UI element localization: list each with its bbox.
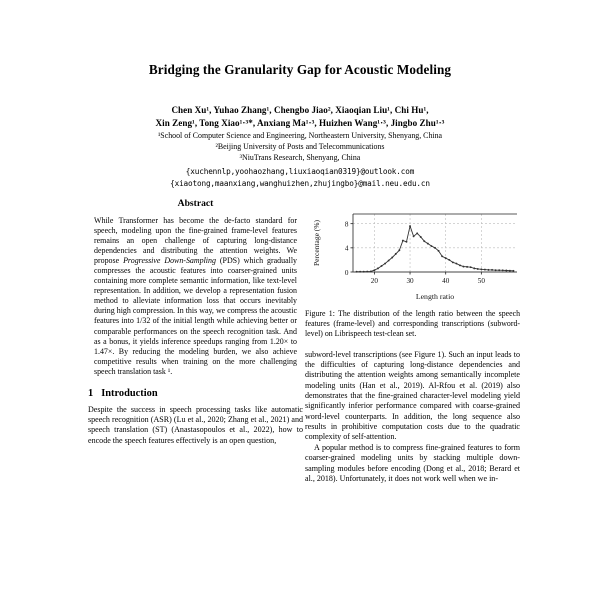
- affiliation-1: ¹School of Computer Science and Engineering, Northeastern University, Shenyang, China: [157, 131, 443, 141]
- chart-data-point: [409, 225, 411, 227]
- affiliations: [0, 131, 600, 163]
- chart-data-point: [434, 247, 436, 249]
- chart-data-point: [463, 266, 465, 268]
- chart-data-point: [473, 267, 475, 269]
- chart-data-point: [466, 266, 468, 268]
- chart-length-ratio-distribution: [305, 198, 520, 301]
- right-paragraph-1: subword-level transcriptions (see Figure 1). Such an input leads to the difficulties of capturing long-distance dependencies and distributing the attention weights among semantically incomplete modeling units (Han et al., 2019). Al-Rfou et al. (2019) also demonstrates that the fine-grained character-level modeling yield significantly inferior performance compared with coarse-grained word-level counterparts. In addition, the long sequence also results in prohibitive computation costs due to the quadratic complexity of self-attention.: [305, 349, 520, 442]
- chart-data-point: [505, 270, 507, 272]
- chart-data-point: [384, 263, 386, 265]
- chart-data-point: [484, 269, 486, 271]
- chart-y-axis-label: Percentage (%): [312, 219, 321, 267]
- section-heading-introduction: [88, 388, 303, 399]
- chart-data-point: [430, 245, 432, 247]
- intro-paragraph-1: Despite the success in speech processing tasks like automatic speech recognition (ASR) (Lu et al., 2020; Zhang et al., 2021) and speech translation (ST) (Anastasopoulos et al., 2022), how to encode the speech features effectively is an open question,: [88, 404, 303, 445]
- chart-data-point: [509, 270, 511, 272]
- chart-data-point: [402, 240, 404, 242]
- chart-data-point: [391, 257, 393, 259]
- chart-x-tick-label: 40: [442, 277, 450, 285]
- chart-data-point: [488, 269, 490, 271]
- chart-data-point: [455, 263, 457, 265]
- chart-data-point: [495, 269, 497, 271]
- chart-y-tick-label: 8: [344, 220, 349, 229]
- chart-x-axis-label: Length ratio: [415, 292, 455, 301]
- chart-data-point: [452, 261, 454, 263]
- author-line-2: Xin Zeng¹, Tong Xiao¹·³*, Anxiang Ma¹·³, Huizhen Wang¹·³, Jingbo Zhu¹·³: [155, 118, 445, 129]
- chart-data-point: [470, 266, 472, 268]
- page-title: Bridging the Granularity Gap for Acoustic Modeling: [148, 62, 452, 77]
- abstract-text-part-2: (PDS) which gradually compresses the acoustic features into coarser-grained units containing more complete semantic information, like text-level representation. In addition, we develop a representation fusion method to alleviate information loss that occurs inevitably during high compression. In this way, we compress the acoustic features into 1/32 of the initial length while achieving better or comparable performances on the speech recognition task. And as a bonus, it yields inference speedups ranging from 1.20× to 1.47×. By reducing the modeling burden, we also achieve competitive results when training on the more challenging speech translation task ¹.: [94, 256, 297, 376]
- chart-y-tick-label: 4: [344, 244, 349, 253]
- chart-data-point: [366, 271, 368, 273]
- chart-data-point: [388, 260, 390, 262]
- chart-svg: [305, 198, 520, 301]
- abstract-italic-term: Progressive Down-Sampling: [123, 256, 216, 266]
- chart-data-point: [448, 259, 450, 261]
- email-line-1: {xuchennlp,yoohaozhang,liuxiaoqian0319}@outlook.com: [185, 167, 415, 177]
- email-line-2: {xiaotong,maanxiang,wanghuizhen,zhujingbo}@mail.neu.edu.cn: [170, 178, 430, 188]
- chart-data-point: [406, 241, 408, 243]
- chart-data-point: [441, 255, 443, 257]
- chart-data-point: [423, 240, 425, 242]
- right-column: [305, 198, 520, 484]
- abstract-text: [88, 216, 303, 377]
- left-column: [88, 198, 303, 484]
- chart-data-point: [413, 235, 415, 237]
- chart-data-point: [370, 270, 372, 272]
- chart-x-tick-label: 30: [406, 277, 414, 285]
- chart-data-point: [459, 264, 461, 266]
- chart-data-point: [502, 269, 504, 271]
- section-title: Introduction: [101, 387, 158, 399]
- chart-data-point: [477, 268, 479, 270]
- chart-data-point: [398, 249, 400, 251]
- chart-y-tick-label: 0: [344, 268, 349, 277]
- figure-1: [305, 198, 520, 339]
- chart-data-point: [438, 250, 440, 252]
- chart-data-line: [357, 226, 514, 272]
- chart-data-point: [373, 269, 375, 271]
- abstract-heading: Abstract: [177, 198, 214, 209]
- contact-emails: [0, 166, 600, 189]
- chart-data-point: [480, 268, 482, 270]
- section-number: 1: [88, 387, 94, 399]
- right-paragraph-2: A popular method is to compress fine-grained features to form coarser-grained modeling units by stacking multiple down-sampling modules before encoding (Dong et al., 2018; Berard et al., 2018). Unfortunately, it does not work well when we in-: [305, 442, 520, 483]
- abstract-text-part-1: While Transformer has become the de-facto standard for speech, modeling upon the fine-grained frame-level features remains an open challenge of capturing long-distance dependencies and distributing the attention weights. We propose: [94, 216, 297, 266]
- figure-caption: Figure 1: The distribution of the length ratio between the speech features (frame-level) and corresponding transcriptions (subword-level) on Librispeech test-clean set.: [305, 309, 520, 338]
- chart-data-point: [420, 236, 422, 238]
- chart-data-point: [356, 271, 358, 273]
- chart-data-point: [359, 271, 361, 273]
- chart-data-point: [395, 253, 397, 255]
- chart-data-point: [381, 265, 383, 267]
- affiliation-2: ²Beijing University of Posts and Telecommunications: [215, 142, 385, 151]
- chart-data-point: [416, 232, 418, 234]
- two-column-body: [0, 198, 600, 484]
- author-line-1: Chen Xu¹, Yuhao Zhang¹, Chengbo Jiao², Xiaoqian Liu¹, Chi Hu¹,: [171, 105, 429, 115]
- chart-x-tick-label: 50: [477, 277, 485, 285]
- chart-x-tick-label: 20: [370, 277, 378, 285]
- chart-data-point: [427, 243, 429, 245]
- chart-data-point: [491, 269, 493, 271]
- author-list: [0, 104, 600, 130]
- chart-data-point: [512, 270, 514, 272]
- chart-data-point: [377, 267, 379, 269]
- affiliation-3: ³NiuTrans Research, Shenyang, China: [239, 152, 361, 162]
- chart-data-point: [363, 271, 365, 273]
- chart-data-point: [498, 269, 500, 271]
- chart-data-point: [445, 257, 447, 259]
